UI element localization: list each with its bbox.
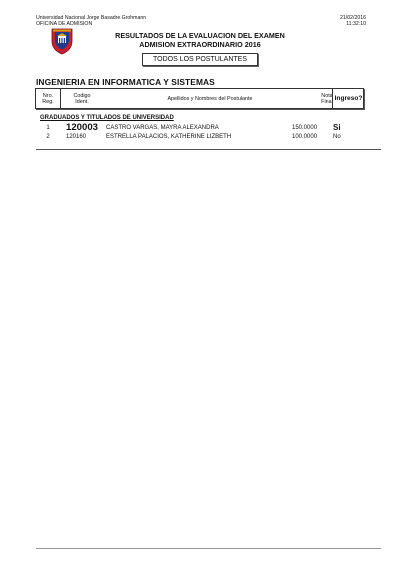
footer-divider [36, 548, 381, 549]
institution-block [36, 15, 146, 27]
program-name: INGENIERIA EN INFORMATICA Y SISTEMAS [36, 77, 215, 87]
group-heading: GRADUADOS Y TITULADOS DE UNIVERSIDAD [40, 115, 174, 121]
table-header [35, 88, 364, 109]
row-nombre: ESTRELLA PALACIOS, KATHERINE LIZBETH [106, 134, 232, 140]
row-nota: 150.0000 [292, 125, 318, 131]
row-ingreso: Si [333, 123, 341, 132]
header-nro: Nro. Reg. [42, 92, 54, 105]
row-nombre: CASTRO VARGAS, MAYRA ALEXANDRA [106, 125, 219, 131]
table-row [36, 123, 366, 133]
header-codigo: Codigo Ident. [73, 92, 91, 105]
report-subtitle: ADMISION EXTRAORDINARIO 2016 [139, 40, 261, 49]
row-nota: 100.0000 [292, 134, 318, 140]
table-row [36, 134, 366, 144]
row-codigo: 120003 [66, 122, 99, 133]
filter-label: TODOS LOS POSTULANTES [142, 53, 258, 66]
row-nro: 2 [46, 134, 50, 140]
header-nota: Nota Final [321, 92, 333, 105]
row-ingreso: No [333, 134, 341, 140]
print-stamp [340, 15, 366, 27]
university-shield-icon [50, 27, 74, 55]
row-nro: 1 [46, 125, 50, 131]
print-time: 11:32:10 [346, 21, 366, 28]
report-title: RESULTADOS DE LA EVALUACION DEL EXAMEN [115, 31, 285, 40]
row-codigo: 120160 [66, 134, 87, 140]
table-end-divider [36, 149, 381, 150]
header-nombres: Apellidos y Nombres del Postulante [167, 95, 253, 102]
institution-name: Universidad Nacional Jorge Basadre Grohmann [36, 15, 147, 21]
office-name: OFICINA DE ADMISION [36, 21, 93, 28]
print-date: 21/02/2016 [340, 15, 366, 21]
header-ingreso: Ingreso? [334, 94, 363, 102]
